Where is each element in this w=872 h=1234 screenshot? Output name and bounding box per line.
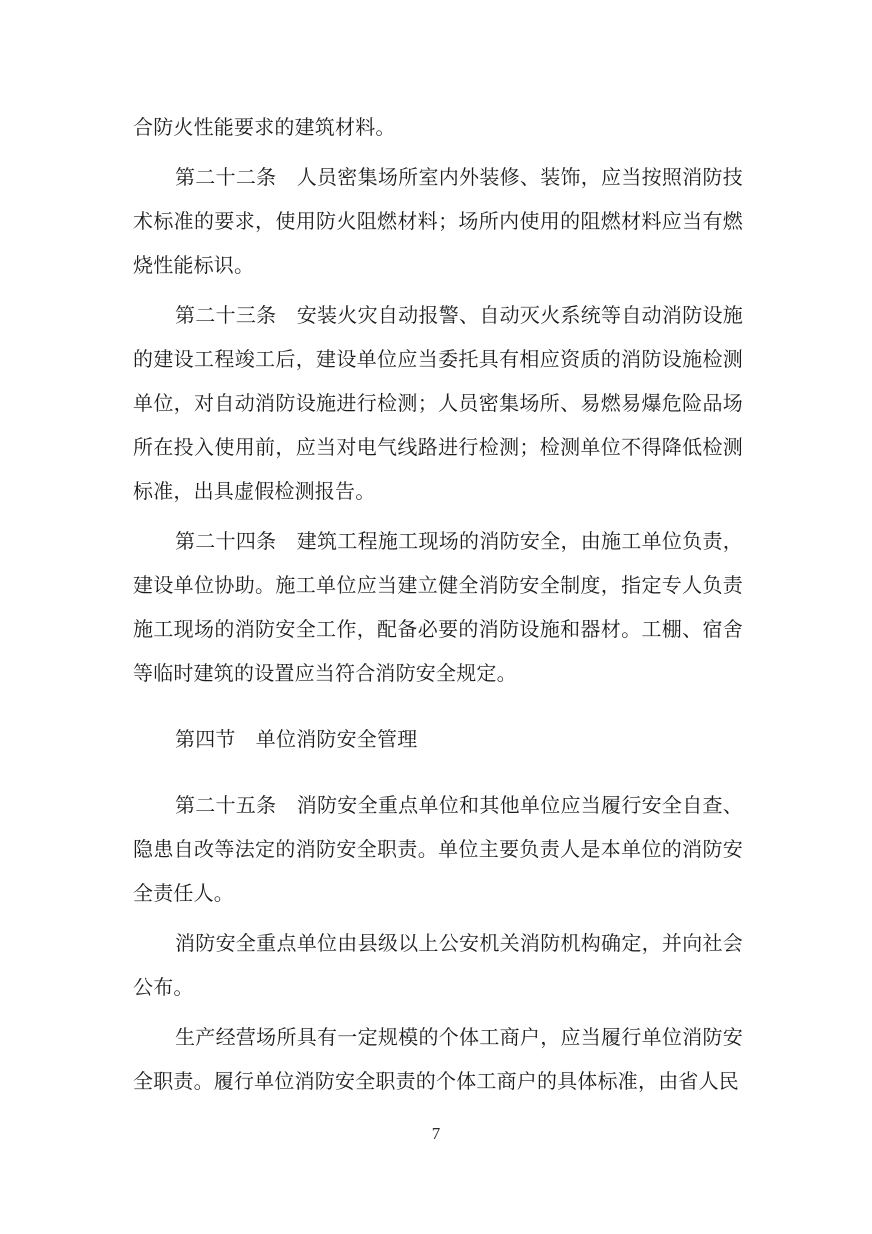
article-25-paragraph: 第二十五条 消防安全重点单位和其他单位应当履行安全自查、隐患自改等法定的消防安全职责。单位主要负责人是本单位的消防安全责任人。: [133, 795, 743, 905]
document-body: [133, 106, 743, 1110]
article-23-paragraph: 第二十三条 安装火灾自动报警、自动灭火系统等自动消防设施的建设工程竣工后，建设单位应当委托具有相应资质的消防设施检测单位，对自动消防设施进行检测；人员密集场所、易燃易爆危险品场所在投入使用前，应当对电气线路进行检测；检测单位不得降低检测标准，出具虚假检测报告。: [133, 305, 743, 503]
page-number: 7: [431, 1124, 441, 1143]
article-24-paragraph: 第二十四条 建筑工程施工现场的消防安全，由施工单位负责，建设单位协助。施工单位应当建立健全消防安全制度，指定专人负责施工现场的消防安全工作，配备必要的消防设施和器材。工棚、宿舍等临时建筑的设置应当符合消防安全规定。: [133, 531, 743, 685]
paragraph-continuation: 合防火性能要求的建筑材料。: [133, 117, 396, 139]
keypoint-units-paragraph: 消防安全重点单位由县级以上公安机关消防机构确定，并向社会公布。: [133, 933, 743, 999]
article-22-paragraph: 第二十二条 人员密集场所室内外装修、装饰，应当按照消防技术标准的要求，使用防火阻燃材料；场所内使用的阻燃材料应当有燃烧性能标识。: [133, 167, 743, 277]
business-owners-paragraph: 生产经营场所具有一定规模的个体工商户，应当履行单位消防安全职责。履行单位消防安全职责的个体工商户的具体标准，由省人民: [133, 1027, 743, 1093]
section-4-heading: 第四节 单位消防安全管理: [175, 729, 418, 751]
